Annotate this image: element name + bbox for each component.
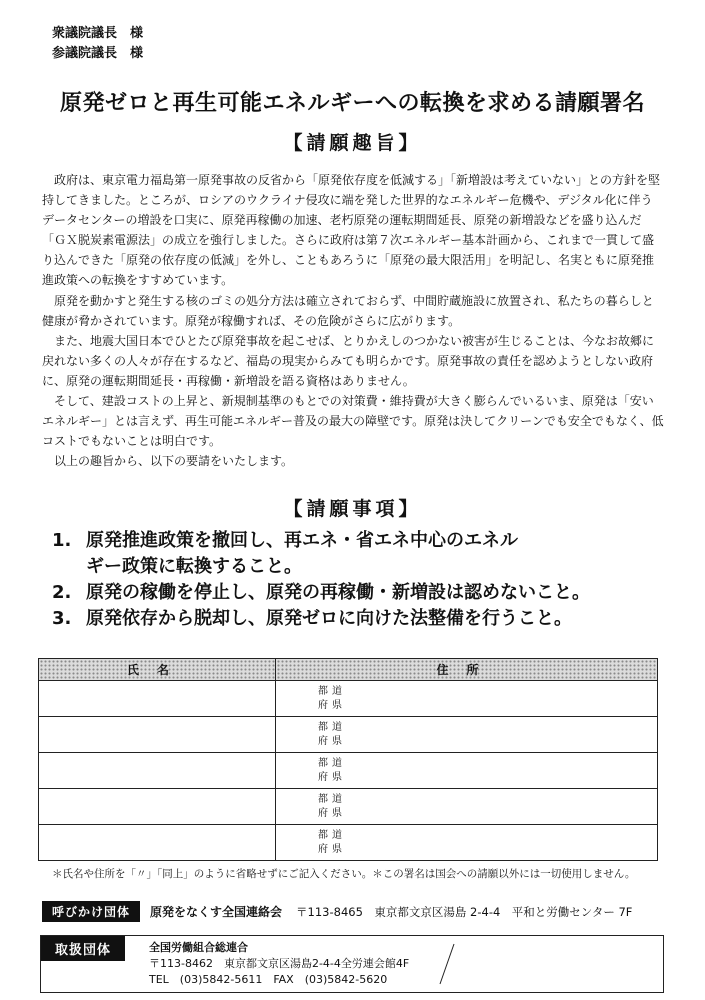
prefecture-label (318, 793, 346, 821)
demand-item-3 (52, 606, 672, 632)
demands-list (52, 528, 672, 632)
demand-number: 2. (52, 582, 72, 603)
name-field[interactable] (39, 825, 276, 861)
demand-number: 1. (52, 530, 72, 551)
prefecture-label-top: 都道 (318, 685, 346, 697)
handler-address: 〒113-8462 東京都文京区湯島2-4-4全労連会館4F (149, 957, 410, 970)
demand-text: 原発の稼働を停止し、原発の再稼働・新増設は認めないこと。 (86, 582, 590, 603)
demand-text: 原発推進政策を撤回し、再エネ・省エネ中心のエネルギー政策に転換すること。 (86, 530, 518, 577)
address-field[interactable] (276, 789, 658, 825)
prefecture-label (318, 685, 346, 713)
signature-table (38, 658, 658, 861)
address-field[interactable] (276, 753, 658, 789)
demand-text: 原発依存から脱却し、原発ゼロに向けた法整備を行うこと。 (86, 608, 572, 629)
addressee-house-of-representatives: 衆議院議長 様 (52, 26, 144, 41)
caller-label: 呼びかけ団体 (42, 901, 140, 922)
purpose-paragraph-3: また、地震大国日本でひとたび原発事故を起こせば、とりかえしのつかない被害が生じることは、今なお故郷に戻れない多くの人々が存在するなど、福島の現実からみても明らかです。原発事故の責任を認めようとしない政府に、原発の運転期間延長・再稼働・新増設を語る資格はありません。 (42, 333, 655, 388)
address-field[interactable] (276, 825, 658, 861)
handling-organization-box (40, 935, 664, 993)
handler-org-name: 全国労働組合総連合 (149, 941, 248, 954)
name-field[interactable] (39, 717, 276, 753)
addressee-house-of-councillors: 参議院議長 様 (52, 46, 144, 61)
prefecture-label (318, 721, 346, 749)
instruction-note: ＊氏名や住所を「〃」「同上」のように省略せずにご記入ください。＊この署名は国会への請願以外には一切使用しません。 (52, 868, 636, 880)
purpose-paragraph-5: 以上の趣旨から、以下の要請をいたします。 (54, 454, 294, 469)
prefecture-label-bottom: 府県 (318, 843, 346, 855)
address-field[interactable] (276, 717, 658, 753)
handler-info (149, 940, 409, 988)
caller-address: 〒113-8465 東京都文京区湯島 2-4-4 平和と労働センター 7F (296, 904, 633, 919)
addressee-block (52, 24, 143, 64)
prefecture-label-top: 都道 (318, 721, 346, 733)
purpose-paragraph-4: そして、建設コストの上昇と、新規制基準のもとでの対策費・維持費が大きく膨らんでいるいま、原発は「安いエネルギー」とは言えず、再生可能エネルギー普及の最大の障壁です。原発は決してクリーンでも安全でもなく、低コストでもないことは明白です。 (42, 394, 664, 449)
prefecture-label-bottom: 府県 (318, 699, 346, 711)
name-field[interactable] (39, 681, 276, 717)
signature-row (39, 681, 658, 717)
address-field[interactable] (276, 681, 658, 717)
prefecture-label-top: 都道 (318, 829, 346, 841)
prefecture-label (318, 757, 346, 785)
name-column-header: 氏名 (39, 659, 276, 681)
signature-row (39, 789, 658, 825)
prefecture-label (318, 829, 346, 857)
purpose-heading: 【請願趣旨】 (283, 132, 422, 154)
demand-item-2 (52, 580, 672, 606)
calling-organization (42, 901, 632, 922)
signature-row (39, 753, 658, 789)
demand-item-1 (52, 528, 672, 580)
purpose-paragraph-2: 原発を動かすと発生する核のゴミの処分方法は確立されておらず、中間貯蔵施設に放置され、私たちの暮らしと健康が脅かされています。原発が稼働すれば、その危険がさらに広がります。 (42, 293, 654, 328)
prefecture-label-bottom: 府県 (318, 771, 346, 783)
handler-phone: TEL (03)5842-5611 FAX (03)5842-5620 (149, 973, 388, 986)
address-column-header: 住所 (276, 659, 658, 681)
prefecture-label-bottom: 府県 (318, 735, 346, 747)
handler-label: 取扱団体 (41, 936, 125, 961)
name-field[interactable] (39, 789, 276, 825)
demand-number: 3. (52, 608, 72, 629)
name-field[interactable] (39, 753, 276, 789)
signature-row (39, 717, 658, 753)
purpose-body (42, 170, 664, 471)
signature-row (39, 825, 658, 861)
purpose-paragraph-1: 政府は、東京電力福島第一原発事故の反省から「原発依存度を低減する」「新増設は考えていない」との方針を堅持してきました。ところが、ロシアのウクライナ侵攻に端を発した世界的なエネルギー危機や、デジタル化に伴うデータセンターの増設を口実に、原発再稼働の加速、老朽原発の運転期間延長、原発の新増設などを盛り込んだ「ＧＸ脱炭素電源法」の成立を強行しました。さらに政府は第７次エネルギー基本計画から、これまで一貫して盛り込んできた「原発の依存度の低減」を外し、こともあろうに「原発の最大限活用」を明記し、名実ともに原発推進政策への転換をすすめています。 (42, 173, 661, 288)
prefecture-label-top: 都道 (318, 793, 346, 805)
demands-heading: 【請願事項】 (283, 498, 422, 520)
prefecture-label-top: 都道 (318, 757, 346, 769)
caller-org-name: 原発をなくす全国連絡会 (150, 905, 283, 919)
prefecture-label-bottom: 府県 (318, 807, 346, 819)
slash-mark (437, 942, 457, 986)
page-title: 原発ゼロと再生可能エネルギーへの転換を求める請願署名 (59, 91, 645, 116)
